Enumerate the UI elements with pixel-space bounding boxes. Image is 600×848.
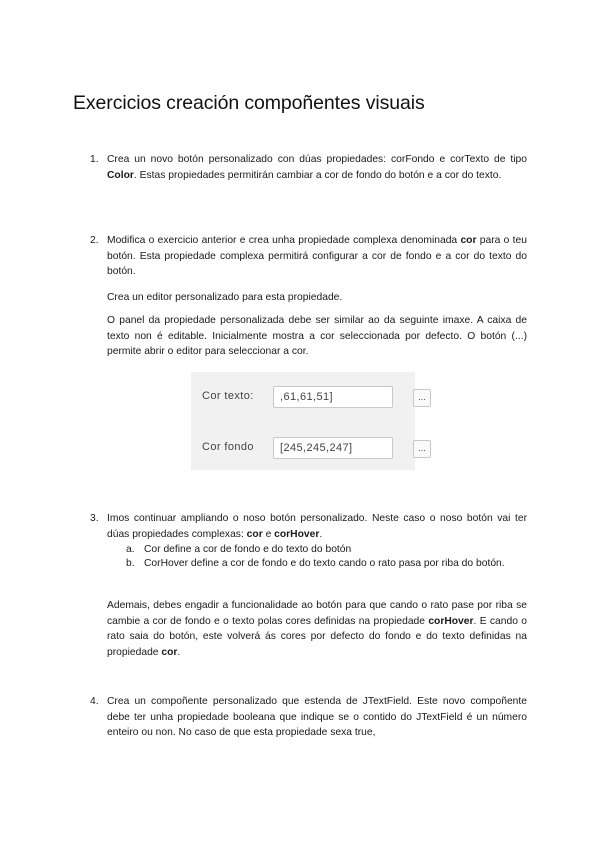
text-color-field: ,61,61,51] (273, 386, 393, 408)
page-title: Exercicios creación compoñentes visuais (73, 92, 425, 114)
property-panel-image (191, 372, 426, 470)
item-1-number: 1. (90, 154, 99, 165)
text-color-ellipsis-button[interactable]: ... (413, 389, 431, 407)
item-3a-text: Cor define a cor de fondo e do texto do botón (144, 544, 352, 555)
item-3-number: 3. (90, 513, 99, 524)
item-3b-label: b. (126, 558, 135, 569)
item-4-number: 4. (90, 696, 99, 707)
background-color-ellipsis-button[interactable]: ... (413, 440, 431, 458)
item-2-para2: Crea un editor personalizado para esta propiedade. (107, 292, 343, 303)
item-1-text: Crea un novo botón personalizado con dúas propiedades: corFondo e corTexto de tipo Color. Estas propiedades permitirán cambiar a cor de fondo do botón e a cor do texto. (107, 154, 527, 181)
item-3b-text: CorHover define a cor de fondo e do texto cando o rato pasa por riba do botón. (144, 558, 505, 569)
item-2-para3: O panel da propiedade personalizada debe ser similar ao da seguinte imaxe. A caixa de texto non é editable. Inicialmente mostra a cor seleccionada por defecto. O botón (...) permite abrir o editor para seleccionar a cor. (107, 315, 527, 357)
item-3a-label: a. (126, 544, 135, 555)
item-2-text: Modifica o exercicio anterior e crea unha propiedade complexa denominada cor para o teu botón. Esta propiedade complexa permitirá configurar a cor de fondo e a cor do texto do botón. (107, 235, 528, 277)
background-color-field: [245,245,247] (273, 437, 393, 459)
item-2-number: 2. (90, 235, 99, 246)
background-color-label: Cor fondo (202, 441, 254, 453)
text-color-label: Cor texto: (202, 390, 254, 402)
item-3-text: Imos continuar ampliando o noso botón personalizado. Neste caso o noso botón vai ter dúas propiedades complexas: cor e corHover. (107, 513, 527, 540)
item-3-para2: Ademais, debes engadir a funcionalidade ao botón para que cando o rato pase por riba se cambie a cor de fondo e o texto polas cores definidas na propiedade corHover. E cando o rato saia do botón, este volverá ás cores por defecto do fondo e do texto definidas na propiedade cor. (107, 600, 527, 658)
item-4-text: Crea un compoñente personalizado que estenda de JTextField. Este novo compoñente debe ter unha propiedade booleana que indique se o contido do JTextField é un número enteiro ou non. No caso de que esta propiedade sexa true, (107, 696, 527, 738)
